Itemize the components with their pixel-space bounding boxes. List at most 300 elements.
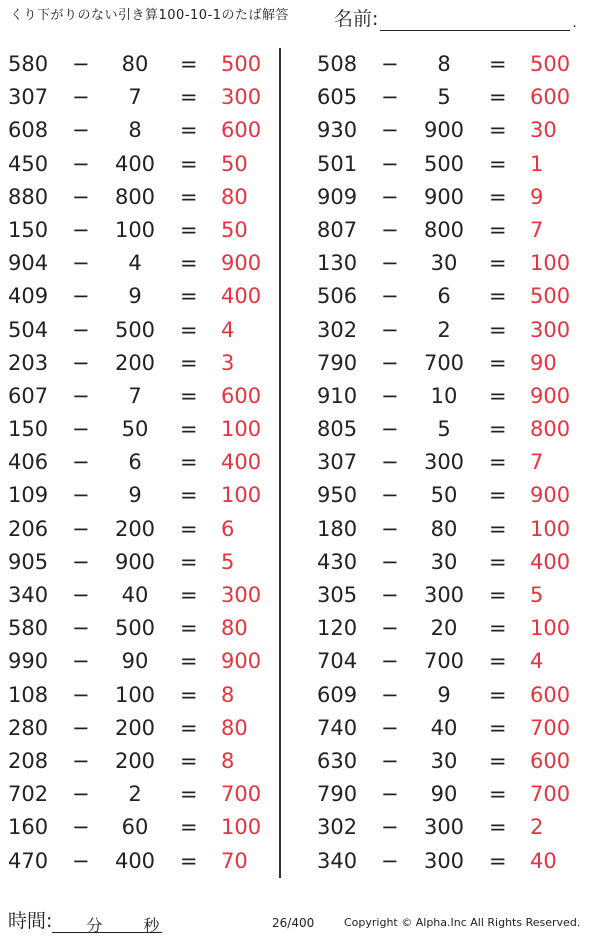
equals-sign: =: [180, 450, 198, 475]
minuend: 430: [317, 549, 358, 574]
minus-sign: −: [72, 815, 90, 840]
minus-sign: −: [381, 483, 399, 508]
subtrahend: 800: [114, 184, 156, 209]
minus-sign: −: [381, 417, 399, 442]
problem-row: [309, 614, 589, 647]
subtrahend: 7: [128, 383, 142, 408]
problem-row: [309, 50, 589, 83]
subtrahend: 10: [430, 383, 458, 408]
equals-sign: =: [180, 317, 198, 342]
minus-sign: −: [381, 184, 399, 209]
equals-sign: =: [489, 616, 507, 641]
minus-sign: −: [72, 483, 90, 508]
minus-sign: −: [72, 748, 90, 773]
equals-sign: =: [180, 417, 198, 442]
minus-sign: −: [72, 251, 90, 276]
minuend: 307: [8, 85, 49, 110]
minuend: 805: [317, 417, 358, 442]
equals-sign: =: [180, 251, 198, 276]
minus-sign: −: [381, 383, 399, 408]
problem-row: [0, 847, 280, 880]
name-label: 名前:: [334, 8, 379, 30]
equals-sign: =: [489, 383, 507, 408]
problem-row: [309, 647, 589, 680]
minuend: 807: [317, 217, 358, 242]
subtrahend: 900: [114, 549, 156, 574]
minuend: 406: [8, 450, 49, 475]
equals-sign: =: [180, 516, 198, 541]
equals-sign: =: [489, 450, 507, 475]
minuend: 608: [8, 118, 49, 143]
equals-sign: =: [489, 118, 507, 143]
problem-row: [0, 216, 280, 249]
subtrahend: 200: [114, 748, 156, 773]
minuend: 904: [8, 251, 49, 276]
answer: 6: [221, 516, 235, 541]
answer: 7: [530, 217, 544, 242]
minus-sign: −: [72, 85, 90, 110]
answer: 900: [221, 649, 262, 674]
minuend: 990: [8, 649, 49, 674]
subtrahend: 400: [114, 848, 156, 873]
minuend: 702: [8, 782, 49, 807]
equals-sign: =: [180, 52, 198, 76]
minuend: 470: [8, 848, 49, 873]
minus-sign: −: [381, 516, 399, 541]
minus-sign: −: [381, 52, 399, 76]
minus-sign: −: [381, 782, 399, 807]
problem-row: [309, 681, 589, 714]
answer: 700: [530, 782, 571, 807]
answer: 500: [530, 52, 571, 76]
minuend: 130: [317, 251, 358, 276]
problem-row: [0, 249, 280, 282]
subtrahend: 9: [437, 682, 451, 707]
equals-sign: =: [180, 184, 198, 209]
equals-sign: =: [489, 284, 507, 309]
minuend: 206: [8, 516, 49, 541]
answer: 3: [221, 350, 235, 375]
name-field: [334, 4, 577, 31]
answer: 100: [530, 616, 571, 641]
minuend: 605: [317, 85, 358, 110]
problem-row: [0, 116, 280, 149]
equals-sign: =: [489, 815, 507, 840]
equals-sign: =: [180, 649, 198, 674]
equals-sign: =: [489, 483, 507, 508]
minus-sign: −: [381, 284, 399, 309]
equals-sign: =: [489, 350, 507, 375]
subtrahend: 90: [121, 649, 149, 674]
minuend: 340: [317, 848, 358, 873]
subtrahend: 9: [128, 483, 142, 508]
subtrahend: 90: [430, 782, 458, 807]
problem-row: [0, 515, 280, 548]
minuend: 302: [317, 815, 358, 840]
subtrahend: 400: [114, 151, 156, 176]
answer: 8: [221, 748, 235, 773]
minus-sign: −: [72, 151, 90, 176]
copyright: Copyright © Alpha.Inc All Rights Reserved.: [344, 916, 581, 929]
equals-sign: =: [489, 782, 507, 807]
minus-sign: −: [381, 848, 399, 873]
answer: 8: [221, 682, 235, 707]
minuend: 501: [317, 151, 358, 176]
answer: 900: [530, 483, 571, 508]
answer: 4: [221, 317, 235, 342]
subtrahend: 300: [423, 583, 465, 607]
minuend: 340: [8, 583, 49, 607]
equals-sign: =: [180, 583, 198, 607]
answer: 600: [221, 383, 262, 408]
subtrahend: 50: [121, 417, 149, 442]
minuend: 910: [317, 383, 358, 408]
subtrahend: 700: [423, 649, 465, 674]
time-field: [8, 906, 162, 933]
equals-sign: =: [180, 483, 198, 508]
minus-sign: −: [381, 251, 399, 276]
subtrahend: 900: [423, 184, 465, 209]
subtrahend: 5: [437, 417, 451, 442]
minuend: 504: [8, 317, 49, 342]
answer: 40: [530, 848, 557, 873]
minus-sign: −: [72, 383, 90, 408]
subtrahend: 8: [128, 118, 142, 143]
problem-row: [309, 349, 589, 382]
equals-sign: =: [489, 217, 507, 242]
problem-row: [0, 647, 280, 680]
problem-row: [309, 847, 589, 880]
minus-sign: −: [381, 85, 399, 110]
problem-row: [0, 714, 280, 747]
equals-sign: =: [489, 848, 507, 873]
minuend: 740: [317, 715, 358, 740]
subtrahend: 80: [121, 52, 149, 76]
subtrahend: 6: [437, 284, 451, 309]
problem-row: [0, 780, 280, 813]
minus-sign: −: [381, 217, 399, 242]
equals-sign: =: [489, 317, 507, 342]
minuend: 790: [317, 782, 358, 807]
answer: 100: [530, 516, 571, 541]
answer: 700: [221, 782, 262, 807]
problem-row: [0, 481, 280, 514]
equals-sign: =: [180, 217, 198, 242]
subtrahend: 4: [128, 251, 142, 276]
equals-sign: =: [489, 52, 507, 76]
subtrahend: 40: [430, 715, 458, 740]
problem-row: [0, 50, 280, 83]
problem-row: [0, 316, 280, 349]
answer: 800: [530, 417, 571, 442]
problem-row: [309, 747, 589, 780]
equals-sign: =: [180, 118, 198, 143]
equals-sign: =: [489, 748, 507, 773]
subtrahend: 200: [114, 516, 156, 541]
subtrahend: 500: [114, 317, 156, 342]
equals-sign: =: [489, 583, 507, 607]
minuend: 880: [8, 184, 49, 209]
answer: 30: [530, 118, 557, 143]
equals-sign: =: [489, 151, 507, 176]
minuend: 909: [317, 184, 358, 209]
problem-row: [0, 747, 280, 780]
problem-row: [0, 349, 280, 382]
minuend: 790: [317, 350, 358, 375]
minus-sign: −: [381, 151, 399, 176]
answer: 50: [221, 151, 248, 176]
answer: 500: [221, 52, 262, 76]
answer: 300: [221, 85, 262, 110]
minus-sign: −: [72, 284, 90, 309]
equals-sign: =: [489, 184, 507, 209]
problem-row: [309, 282, 589, 315]
subtrahend: 700: [423, 350, 465, 375]
minus-sign: −: [72, 52, 90, 76]
problem-row: [0, 581, 280, 614]
subtrahend: 7: [128, 85, 142, 110]
problem-row: [0, 448, 280, 481]
answer: 2: [530, 815, 544, 840]
subtrahend: 80: [430, 516, 458, 541]
problem-row: [0, 183, 280, 216]
answer: 600: [530, 748, 571, 773]
answer: 300: [530, 317, 571, 342]
subtrahend: 500: [114, 616, 156, 641]
equals-sign: =: [180, 715, 198, 740]
problem-row: [309, 581, 589, 614]
minuend: 508: [317, 52, 358, 76]
answer: 4: [530, 649, 544, 674]
equals-sign: =: [489, 85, 507, 110]
minuend: 630: [317, 748, 358, 773]
answer: 9: [530, 184, 544, 209]
minus-sign: −: [72, 317, 90, 342]
subtrahend: 6: [128, 450, 142, 475]
answer: 100: [221, 483, 262, 508]
minus-sign: −: [381, 815, 399, 840]
minuend: 150: [8, 417, 49, 442]
problem-row: [309, 515, 589, 548]
minus-sign: −: [72, 350, 90, 375]
subtrahend: 5: [437, 85, 451, 110]
equals-sign: =: [180, 848, 198, 873]
problem-row: [309, 183, 589, 216]
subtrahend: 500: [423, 151, 465, 176]
minus-sign: −: [72, 782, 90, 807]
minuend: 180: [317, 516, 358, 541]
problem-row: [0, 382, 280, 415]
problem-row: [0, 282, 280, 315]
name-line: [380, 10, 570, 31]
subtrahend: 300: [423, 450, 465, 475]
minuend: 108: [8, 682, 49, 707]
equals-sign: =: [180, 616, 198, 641]
minus-sign: −: [72, 649, 90, 674]
problem-row: [309, 316, 589, 349]
minuend: 580: [8, 616, 49, 641]
subtrahend: 300: [423, 848, 465, 873]
minuend: 905: [8, 549, 49, 574]
problem-row: [0, 614, 280, 647]
minus-sign: −: [381, 549, 399, 574]
minus-sign: −: [381, 350, 399, 375]
subtrahend: 100: [114, 682, 156, 707]
minus-sign: −: [72, 848, 90, 873]
minuend: 302: [317, 317, 358, 342]
problem-row: [0, 83, 280, 116]
minus-sign: −: [381, 450, 399, 475]
problem-row: [309, 83, 589, 116]
answer: 1: [530, 151, 544, 176]
minus-sign: −: [72, 450, 90, 475]
subtrahend: 60: [121, 815, 149, 840]
answer: 600: [221, 118, 262, 143]
equals-sign: =: [180, 682, 198, 707]
subtrahend: 30: [430, 251, 458, 276]
subtrahend: 2: [437, 317, 451, 342]
answer: 50: [221, 217, 248, 242]
answer: 900: [530, 383, 571, 408]
minus-sign: −: [72, 217, 90, 242]
problem-row: [309, 382, 589, 415]
equals-sign: =: [180, 748, 198, 773]
minuend: 203: [8, 350, 49, 375]
name-dot: .: [572, 15, 577, 31]
minuend: 506: [317, 284, 358, 309]
subtrahend: 200: [114, 715, 156, 740]
minus-sign: −: [72, 682, 90, 707]
problem-row: [0, 681, 280, 714]
minuend: 208: [8, 748, 49, 773]
answer: 700: [530, 715, 571, 740]
subtrahend: 800: [423, 217, 465, 242]
answer: 900: [221, 251, 262, 276]
answer: 400: [221, 284, 262, 309]
answer: 5: [221, 549, 235, 574]
minus-sign: −: [72, 118, 90, 143]
minuend: 109: [8, 483, 49, 508]
answer: 90: [530, 350, 557, 375]
problem-row: [309, 448, 589, 481]
time-label: 時間:: [8, 910, 53, 932]
subtrahend: 30: [430, 748, 458, 773]
minus-sign: −: [381, 682, 399, 707]
problem-row: [309, 780, 589, 813]
subtrahend: 8: [437, 52, 451, 76]
subtrahend: 30: [430, 549, 458, 574]
minus-sign: −: [72, 583, 90, 607]
minuend: 704: [317, 649, 358, 674]
problem-row: [309, 216, 589, 249]
minuend: 950: [317, 483, 358, 508]
minus-sign: −: [72, 184, 90, 209]
minus-sign: −: [381, 616, 399, 641]
equals-sign: =: [489, 682, 507, 707]
subtrahend: 300: [423, 815, 465, 840]
answer: 80: [221, 616, 248, 641]
equals-sign: =: [180, 284, 198, 309]
answer: 100: [221, 417, 262, 442]
minus-sign: −: [72, 616, 90, 641]
problem-row: [0, 150, 280, 183]
answer: 100: [530, 251, 571, 276]
answer: 600: [530, 682, 571, 707]
page-number: 26/400: [272, 916, 315, 930]
problem-row: [309, 548, 589, 581]
right-problem-column: [309, 50, 589, 880]
time-line: [52, 914, 162, 933]
subtrahend: 900: [423, 118, 465, 143]
equals-sign: =: [180, 815, 198, 840]
minuend: 580: [8, 52, 49, 76]
minuend: 609: [317, 682, 358, 707]
subtrahend: 2: [128, 782, 142, 807]
minus-sign: −: [381, 715, 399, 740]
answer: 80: [221, 715, 248, 740]
equals-sign: =: [489, 549, 507, 574]
minus-sign: −: [381, 583, 399, 607]
equals-sign: =: [489, 649, 507, 674]
minuend: 120: [317, 616, 358, 641]
problem-row: [309, 813, 589, 846]
answer: 70: [221, 848, 248, 873]
minuend: 930: [317, 118, 358, 143]
problem-row: [309, 415, 589, 448]
problem-row: [0, 415, 280, 448]
minuend: 450: [8, 151, 49, 176]
minuend: 307: [317, 450, 358, 475]
minuend: 409: [8, 284, 49, 309]
answer: 400: [221, 450, 262, 475]
subtrahend: 100: [114, 217, 156, 242]
answer: 300: [221, 583, 262, 607]
problem-row: [0, 548, 280, 581]
equals-sign: =: [180, 549, 198, 574]
answer: 400: [530, 549, 571, 574]
minuend: 607: [8, 383, 49, 408]
problem-row: [0, 813, 280, 846]
answer: 5: [530, 583, 544, 607]
problem-row: [309, 481, 589, 514]
problem-row: [309, 116, 589, 149]
equals-sign: =: [180, 350, 198, 375]
equals-sign: =: [180, 85, 198, 110]
minus-sign: −: [381, 317, 399, 342]
worksheet-title: くり下がりのない引き算100-10-1のたば解答: [10, 8, 290, 23]
problem-row: [309, 249, 589, 282]
equals-sign: =: [489, 251, 507, 276]
problem-row: [309, 714, 589, 747]
equals-sign: =: [489, 715, 507, 740]
answer: 80: [221, 184, 248, 209]
equals-sign: =: [180, 151, 198, 176]
answer: 7: [530, 450, 544, 475]
minuend: 280: [8, 715, 49, 740]
minus-sign: −: [72, 516, 90, 541]
subtrahend: 200: [114, 350, 156, 375]
subtrahend: 9: [128, 284, 142, 309]
subtrahend: 40: [121, 583, 149, 607]
equals-sign: =: [489, 417, 507, 442]
minuend: 305: [317, 583, 358, 607]
minuend: 160: [8, 815, 49, 840]
minuend: 150: [8, 217, 49, 242]
minus-sign: −: [72, 417, 90, 442]
answer: 500: [530, 284, 571, 309]
subtrahend: 50: [430, 483, 458, 508]
equals-sign: =: [489, 516, 507, 541]
